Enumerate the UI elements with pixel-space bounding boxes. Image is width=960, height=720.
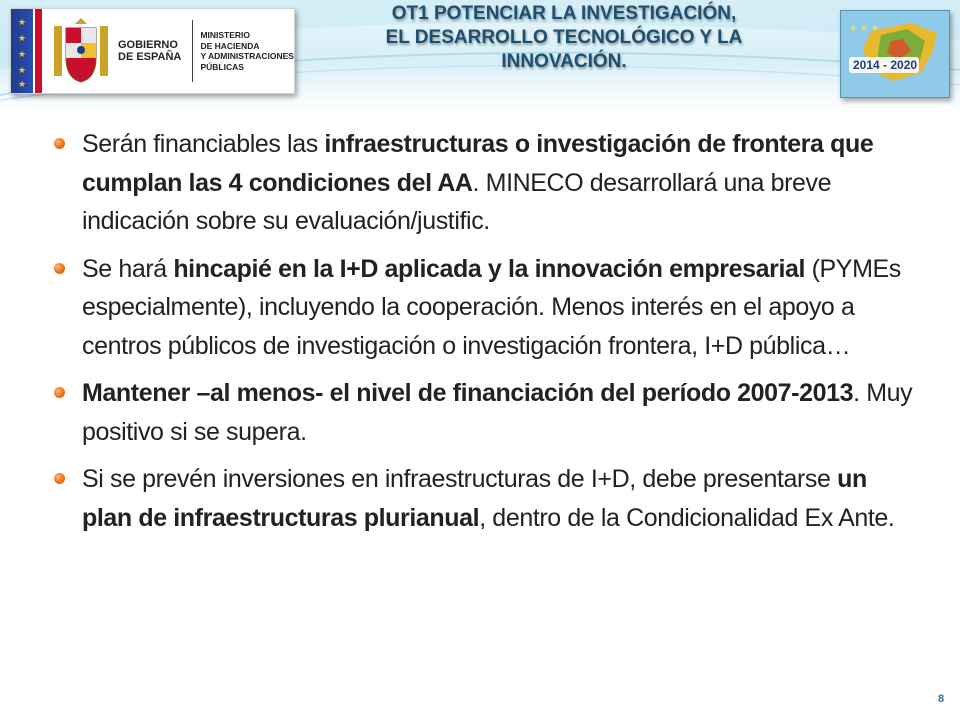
ministry-line: MINISTERIO bbox=[200, 30, 251, 40]
bullet-text: . MINECO desarrollará una breve indicación sobre su evaluación/justific. bbox=[82, 168, 832, 235]
programming-period-logo bbox=[840, 10, 950, 98]
title-line: EL DESARROLLO TECNOLÓGICO Y LA bbox=[385, 27, 743, 48]
ministry-line: PÚBLICAS bbox=[200, 61, 244, 72]
bullet-list bbox=[52, 125, 922, 546]
title-line: OT1 POTENCIAR LA INVESTIGACIÓN, bbox=[391, 3, 737, 24]
bullet-item bbox=[52, 250, 922, 366]
logo-years: 2014 - 2020 bbox=[853, 58, 918, 72]
ministry-name bbox=[200, 30, 294, 72]
bullet-bold-text: hincapié en la I+D aplicada y la innovación empresarial bbox=[173, 254, 806, 283]
title-line: INNOVACIÓN. bbox=[501, 51, 627, 72]
ministry-line: DE HACIENDA bbox=[200, 40, 260, 51]
gov-name bbox=[118, 39, 184, 63]
bullet-bold-text: Mantener –al menos- el nivel de financiación del período 2007-2013 bbox=[82, 379, 854, 407]
logo-divider bbox=[192, 20, 193, 82]
bullet-bold-text: infraestructuras o investigación de frontera que cumplan las 4 condiciones del AA bbox=[82, 130, 874, 197]
flag-red-strip bbox=[35, 9, 42, 93]
bullet-bold-text: un plan de infraestructuras plurianual bbox=[82, 465, 867, 532]
page-number: 8 bbox=[938, 693, 945, 705]
bullet-item bbox=[52, 374, 922, 451]
bullet-text: Si se prevén inversiones en infraestructuras de I+D, debe presentarse bbox=[82, 465, 838, 493]
bullet-item bbox=[52, 460, 922, 537]
bullet-text: , dentro de la Condicionalidad Ex Ante. bbox=[479, 503, 895, 532]
bullet-item bbox=[52, 125, 922, 241]
bullet-text: . Muy positivo si se supera. bbox=[82, 379, 913, 446]
eu-stars-strip: ★ ★ ★ ★ ★ bbox=[11, 9, 33, 93]
bullet-dot-icon bbox=[54, 473, 65, 484]
ministry-line: Y ADMINISTRACIONES bbox=[200, 51, 294, 61]
bullet-dot-icon bbox=[54, 387, 65, 398]
bullet-dot-icon bbox=[54, 138, 65, 149]
coat-of-arms-icon bbox=[50, 16, 112, 86]
gov-name-line: DE ESPAÑA bbox=[118, 51, 182, 63]
gobierno-de-espana-logo bbox=[10, 8, 295, 94]
bullet-text: Serán financiables las bbox=[82, 130, 325, 158]
bullet-text: (PYMEs especialmente), incluyendo la cooperación. Menos interés en el apoyo a centros públicos de investigación o investigación frontera, I+D pública… bbox=[82, 254, 901, 360]
bullet-text: Se hará bbox=[82, 254, 174, 283]
bullet-dot-icon bbox=[54, 263, 65, 274]
gov-name-line: GOBIERNO bbox=[118, 39, 178, 51]
slide-title bbox=[300, 2, 828, 74]
svg-text:★ ★ ★: ★ ★ ★ bbox=[849, 24, 879, 34]
